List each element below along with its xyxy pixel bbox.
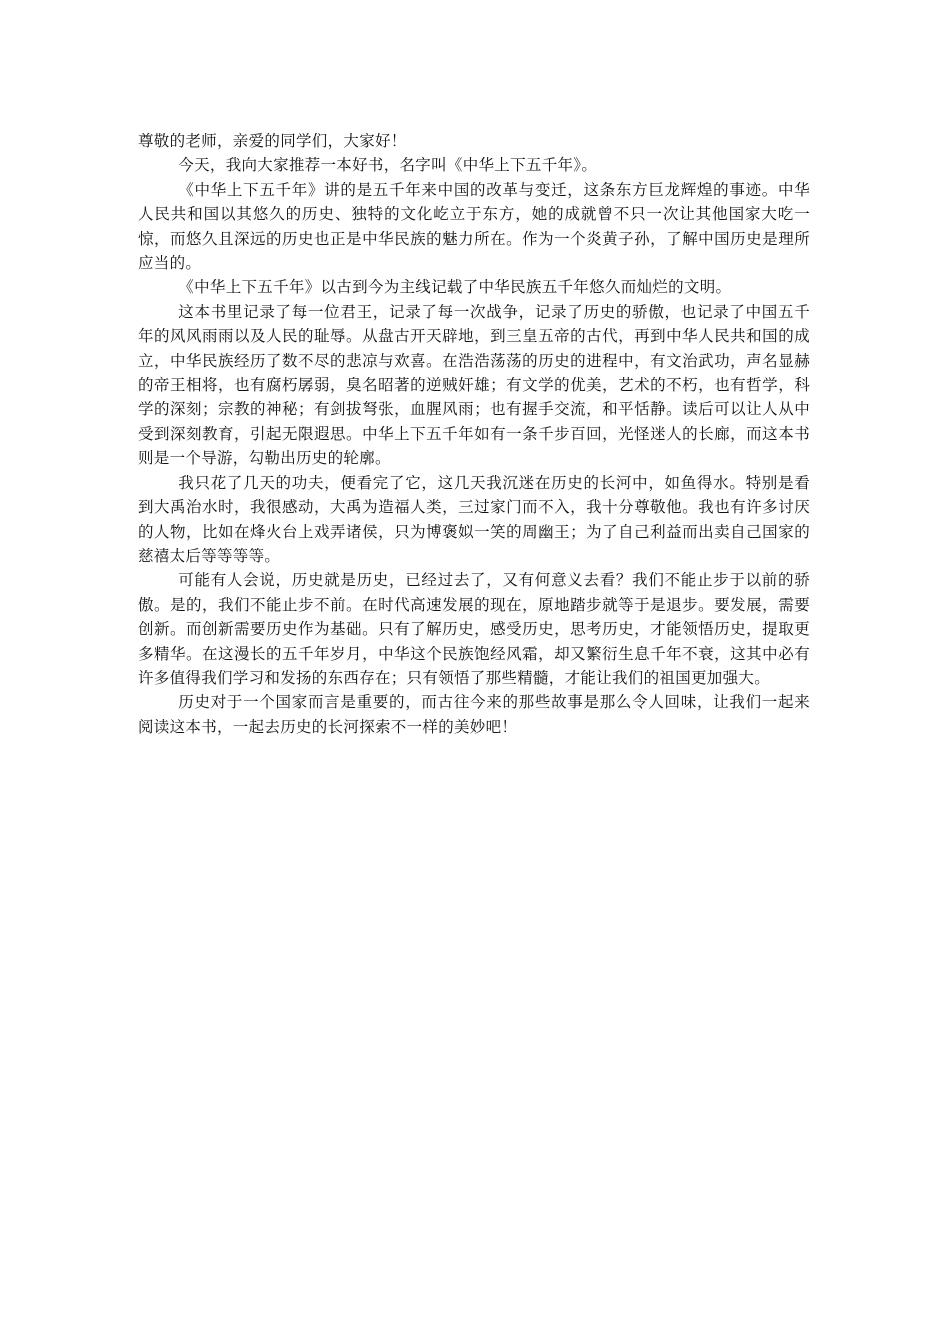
paragraph-intro: 今天，我向大家推荐一本好书，名字叫《中华上下五千年》。: [178, 156, 598, 175]
paragraph-why-history: 可能有人会说，历史就是历史，已经过去了，又有何意义去看？我们不能止步于以前的骄傲。是的，我们不能止步不前。在时代高速发展的现在，原地踏步就等于是退步。要发展，需要创新。而创新需要历史作为基础。只有了解历史，感受历史，思考历史，才能领悟历史，提取更多精华。在这漫长的五千年岁月，中华这个民族饱经风霜，却又繁衍生息千年不衰，这其中必有许多值得我们学习和发扬的东西存在；只有领悟了那些精髓，才能让我们的祖国更加强大。: [138, 571, 810, 687]
paragraph-contents: 这本书里记录了每一位君王，记录了每一次战争，记录了历史的骄傲，也记录了中国五千年的风风雨雨以及人民的耻辱。从盘古开天辟地，到三皇五帝的古代，再到中华人民共和国的成立，中华民族经历了数不尽的悲凉与欢喜。在浩浩荡荡的历史的进程中，有文治武功，声名显赫的帝王相将，也有腐朽孱弱，臭名昭著的逆贼奸雄；有文学的优美，艺术的不朽，也有哲学，科学的深刻；宗教的神秘；有剑拔弩张，血腥风雨；也有握手交流，和平恬静。读后可以让人从中受到深刻教育，引起无限遐思。中华上下五千年如有一条千步百回，光怪迷人的长廊，而这本书则是一个导游，勾勒出历史的轮廓。: [138, 302, 810, 468]
speech-text: [138, 129, 810, 739]
greeting-line: 尊敬的老师，亲爱的同学们，大家好！: [138, 132, 407, 150]
paragraph-main-thread: 《中华上下五千年》以古到今为主线记载了中华民族五千年悠久而灿烂的文明。: [178, 278, 732, 297]
paragraph-conclusion: 历史对于一个国家而言是重要的，而古往今来的那些故事是那么令人回味，让我们一起来阅读这本书，一起去历史的长河探索不一样的美妙吧！: [138, 693, 810, 736]
paragraph-book-summary: 《中华上下五千年》讲的是五千年来中国的改革与变迁，这条东方巨龙辉煌的事迹。中华人民共和国以其悠久的历史、独特的文化屹立于东方，她的成就曾不只一次让其他国家大吃一惊，而悠久且深远的历史也正是中华民族的魅力所在。作为一个炎黄子孙，了解中国历史是理所应当的。: [138, 180, 810, 273]
paragraph-reading-experience: 我只花了几天的功夫，便看完了它，这几天我沉迷在历史的长河中，如鱼得水。特别是看到大禹治水时，我很感动，大禹为造福人类，三过家门而不入，我十分尊敬他。我也有许多讨厌的人物，比如在烽火台上戏弄诸侯，只为博褒姒一笑的周幽王；为了自己利益而出卖自己国家的慈禧太后等等等等。: [138, 473, 810, 565]
